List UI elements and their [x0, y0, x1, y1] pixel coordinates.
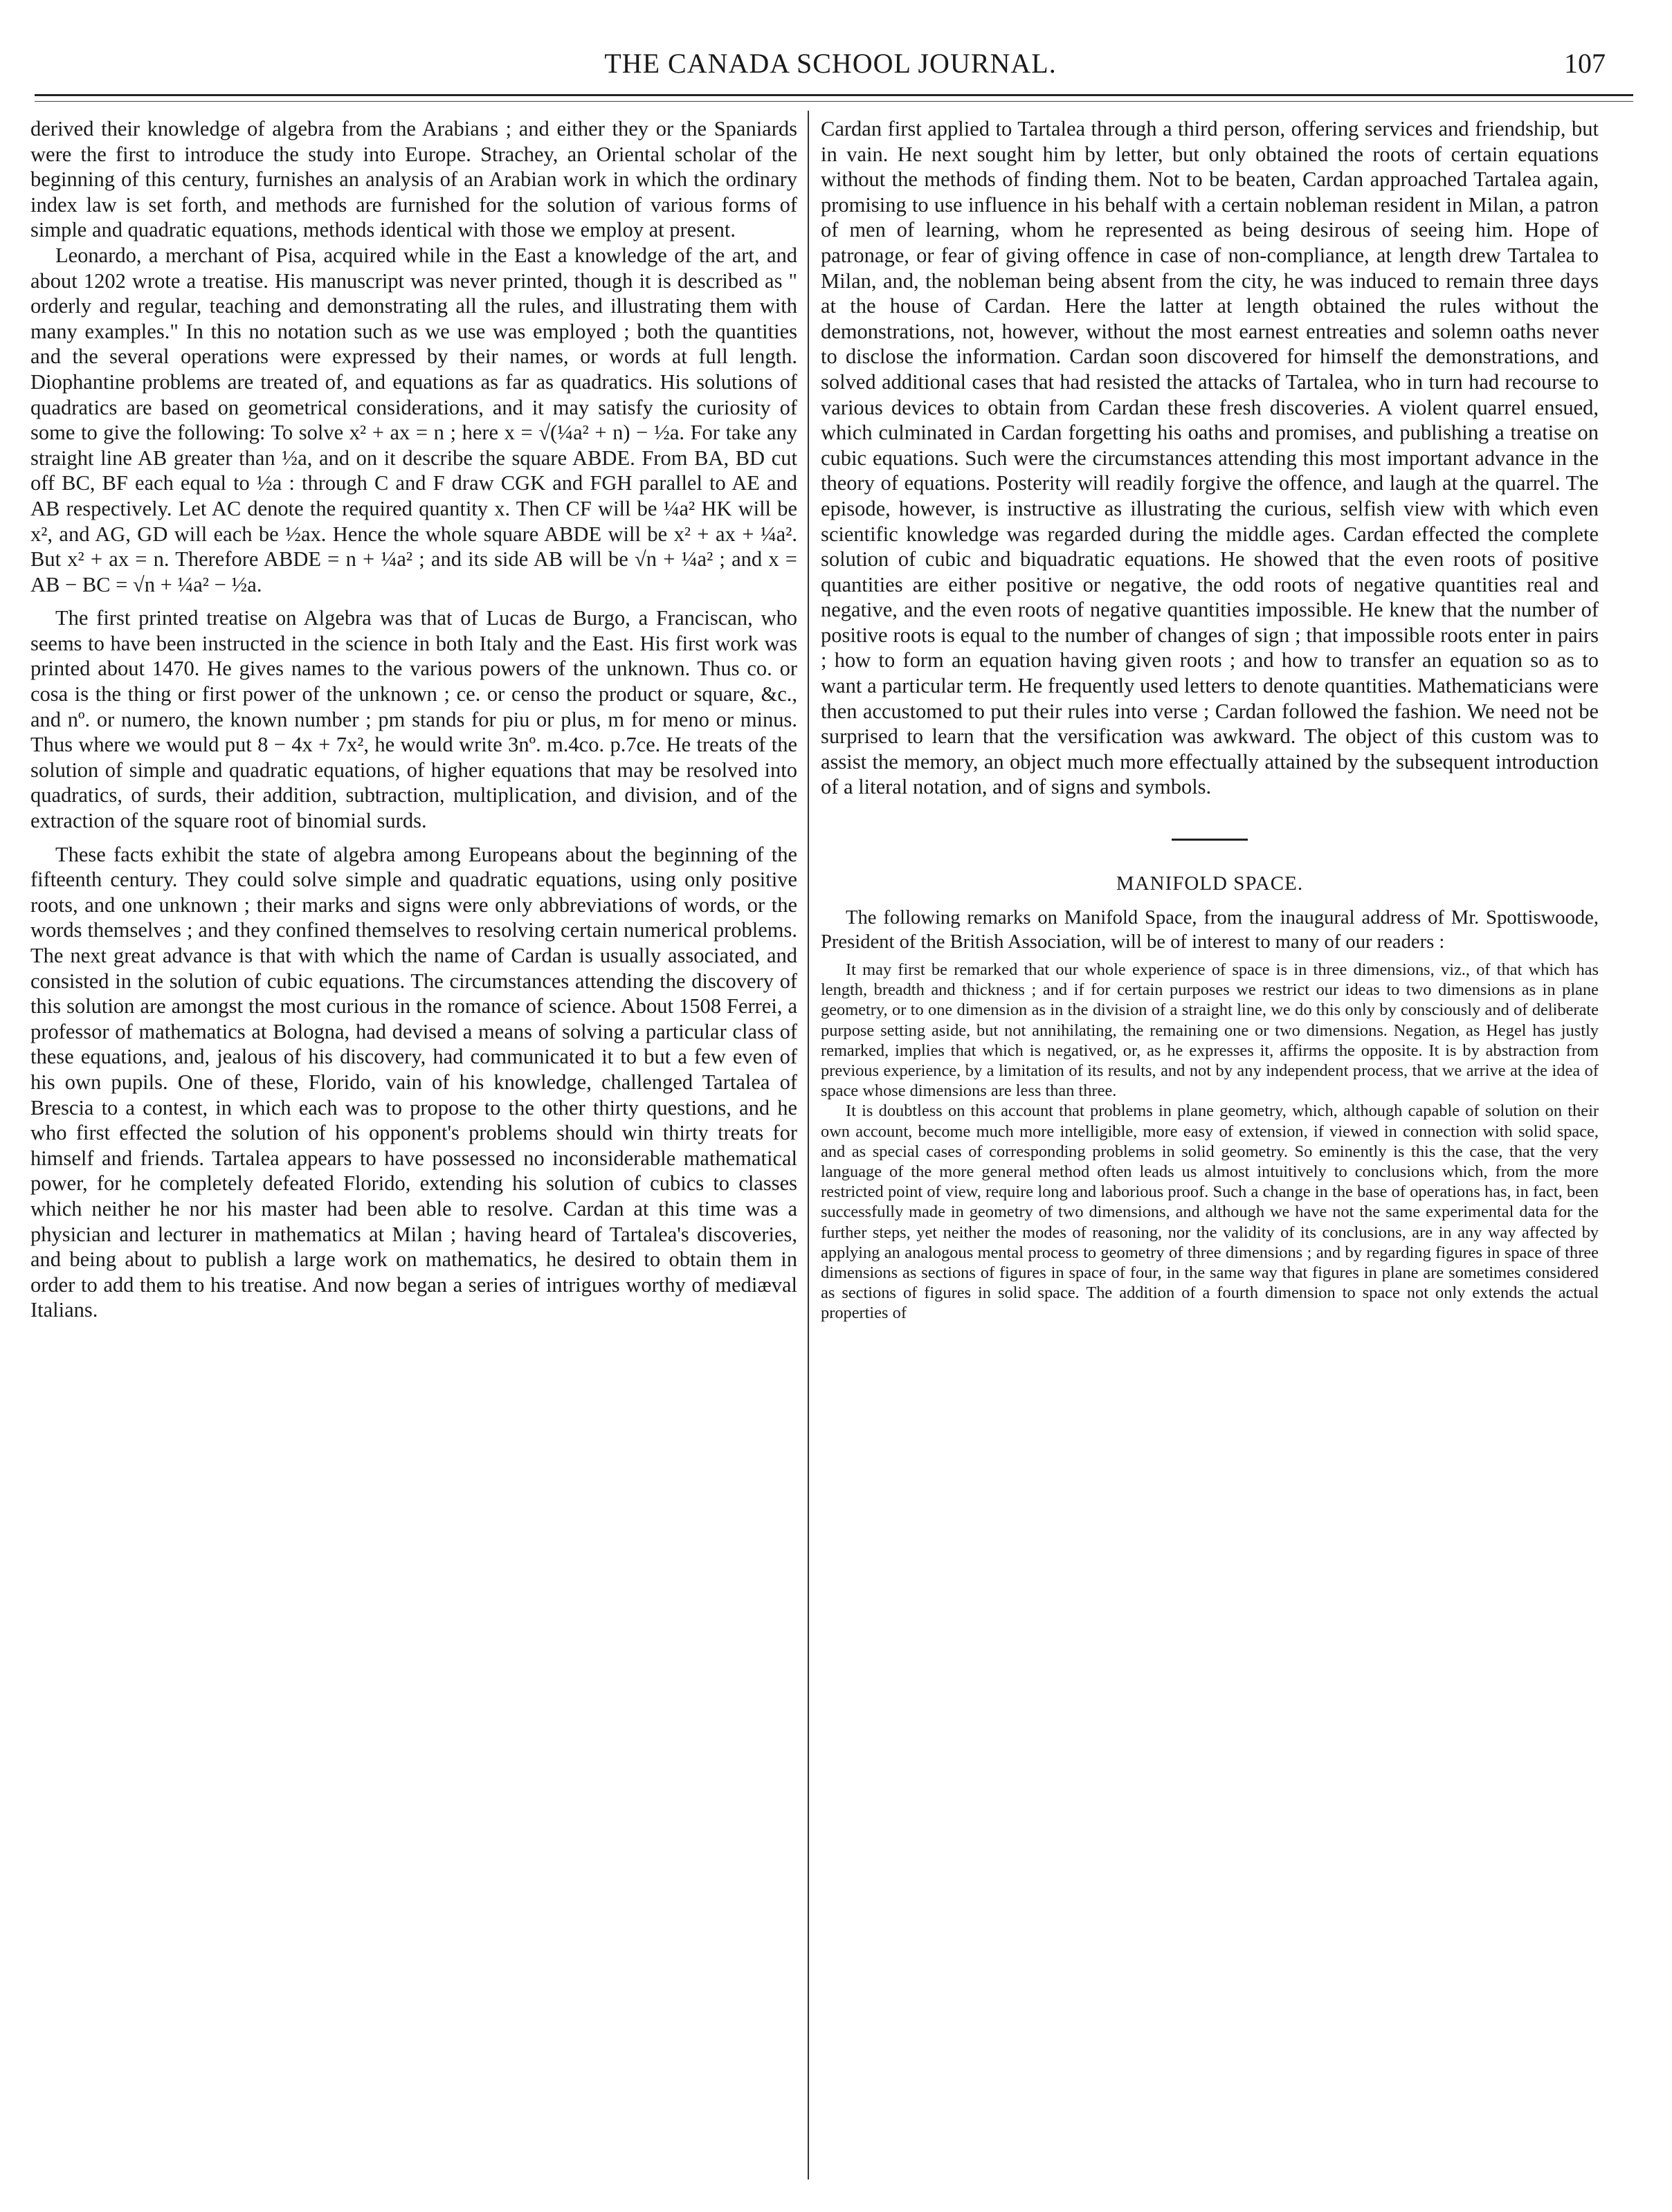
- paragraph: Leonardo, a merchant of Pisa, acquired while in the East a knowledge of the art, and about 1202 wrote a treatise. His manuscript was never printed, though it is described as " orderly and regular, teaching and demonstrating all the rules, and illustrating them with many examples." In this no notation such as we use was employed ; both the quantities and the several operations were expressed by their names, or words at full length. Diophantine problems are treated of, and equations as far as quadratics. His solutions of quadratics are based on geometrical considerations, and it may satisfy the curiosity of some to give the following: To solve x² + ax = n ; here x = √(¼a² + n) − ½a. For take any straight line AB greater than ½a, and on it describe the square ABDE. From BA, BD cut off BC, BF each equal to ½a : through C and F draw CGK and FGH parallel to AE and AB respectively. Let AC denote the required quantity x. Then CF will be ¼a² HK will be x², and AG, GD will each be ½ax. Hence the whole square ABDE will be x² + ax + ¼a². But x² + ax = n. Therefore ABDE = n + ¼a² ; and its side AB will be √n + ¼a² ; and x = AB − BC = √n + ¼a² − ½a.: [30, 243, 797, 596]
- journal-title: THE CANADA SCHOOL JOURNAL.: [604, 48, 1057, 79]
- paragraph: derived their knowledge of algebra from the Arabians ; and either they or the Spaniards were the first to introduce the study into Europe. Strachey, an Oriental scholar of the beginning of this century, furnishes an analysis of an Arabian work in which the ordinary index law is set forth, and methods are furnished for the solution of various forms of simple and quadratic equations, methods identical with those we employ at present.: [30, 117, 797, 242]
- quoted-paragraph: It may first be remarked that our whole experience of space is in three dimensions, viz., of that which has length, breadth and thickness ; and if for certain purposes we restrict our ideas to two dimensions as in plane geometry, or to one dimension as in the division of a straight line, we do this only by consciously and of deliberate purpose setting aside, but not annihilating, the remaining one or two dimensions. Negation, as Hegel has justly remarked, implies that which is negatived, or, as he expresses it, affirms the opposite. It is by abstraction from previous experience, by a limitation of its results, and not by any independent process, that we arrive at the idea of space whose dimensions are less than three.: [821, 960, 1599, 1101]
- paragraph: These facts exhibit the state of algebra among Europeans about the beginning of the fifteenth century. They could solve simple and quadratic equations, using only positive roots, and one unknown ; their marks and signs were only abbreviations of words, or the words themselves ; and they confined themselves to resolving certain numerical problems. The next great advance is that with which the name of Cardan is usually associated, and consisted in the solution of cubic equations. The circumstances attending the discovery of this solution are amongst the most curious in the romance of science. About 1508 Ferrei, a professor of mathematics at Bologna, had devised a means of solving a particular class of these equations, and, jealous of his discovery, had communicated it to but a few even of his own pupils. One of these, Florido, vain of his knowledge, challenged Tartalea of Brescia to a contest, in which each was to propose to the other thirty questions, and he who first effected the solution of his opponent's problems should win thirty treats for himself and friends. Tartalea appears to have possessed no inconsiderable mathematical power, for he completely defeated Florido, extending his solution of cubics to classes which neither he nor his master had been able to resolve. Cardan at this time was a physician and lecturer in mathematics at Milan ; having heard of Tartalea's discoveries, and being about to publish a large work on mathematics, he desired to obtain them in order to add them to his treatise. And now began a series of intrigues worthy of mediæval Italians.: [30, 842, 797, 1322]
- section-intro: The following remarks on Manifold Space, from the inaugural address of Mr. Spottiswoode, President of the British Association, will be of interest to many of our readers :: [821, 907, 1599, 953]
- paragraph: Cardan first applied to Tartalea through a third person, offering services and friendship, but in vain. He next sought him by letter, but only obtained the roots of certain equations without the methods of finding them. Not to be beaten, Cardan approached Tartalea again, promising to use influence in his behalf with a certain nobleman resident in Milan, a patron of men of learning, whom he represented as being desirous of seeing him. Hope of patronage, or fear of giving offence in case of non-compliance, at length drew Tartalea to Milan, and, the nobleman being absent from the city, he was induced to remain three days at the house of Cardan. Here the latter at length obtained the rules without the demonstrations, not, however, without the most earnest entreaties and solemn oaths never to disclose the information. Cardan soon discovered for himself the demonstrations, and solved additional cases that had resisted the attacks of Tartalea, who in turn had recourse to various devices to obtain from Cardan these fresh discoveries. A violent quarrel ensued, which culminated in Cardan forgetting his oaths and promises, and publishing a treatise on cubic equations. Such were the circumstances attending this most important advance in the theory of equations. Posterity will readily forgive the offence, and laugh at the quarrel. The episode, however, is instructive as illustrating the curious, selfish view with which even scientific knowledge was regarded during the middle ages. Cardan effected the complete solution of cubic and biquadratic equations. He showed that the even roots of positive quantities are either positive or negative, the odd roots of negative quantities real and negative, and the even roots of negative quantities impossible. He knew that the number of positive roots is equal to the number of changes of sign ; that impossible roots enter in pairs ; how to form an equation having given roots ; and how to transfer an equation so as to want a particular term. He frequently used letters to denote quantities. Mathematicians were then accustomed to put their rules into verse ; Cardan followed the fashion. We need not be surprised to learn that the versification was awkward. The object of this custom was to assist the memory, an object much more effectually attained by the subsequent introduction of a literal notation, and of signs and symbols.: [821, 117, 1599, 799]
- quoted-paragraph: It is doubtless on this account that problems in plane geometry, which, although capable of solution on their own account, become much more intelligible, more easy of extension, if viewed in connection with solid space, and as special cases of corresponding problems in solid geometry. So eminently is this the case, that the very language of the more general method often leads us almost intuitively to conclusions which, from the more restricted point of view, require long and laborious proof. Such a change in the base of operations has, in fact, been successfully made in geometry of two dimensions, and although we have not the same experimental data for the further steps, yet neither the modes of reasoning, nor the validity of its conclusions, are in any way affected by applying an analogous mental process to geometry of three dimensions ; and by regarding figures in space of three dimensions as sections of figures in space of four, in the same way that figures in plane are sometimes considered as sections of figures in solid space. The addition of a fourth dimension to space not only extends the actual properties of: [821, 1102, 1599, 1323]
- header-rule-thin: [35, 101, 1633, 102]
- section-divider: [1172, 839, 1248, 841]
- running-head: [55, 43, 1606, 84]
- column-divider: [808, 111, 809, 2179]
- header-rule: [35, 94, 1633, 96]
- section-title: MANIFOLD SPACE.: [1116, 872, 1304, 895]
- page-number: 107: [1564, 48, 1606, 79]
- right-column: [821, 116, 1599, 1324]
- left-column: [30, 116, 797, 1323]
- quoted-address: [821, 960, 1599, 1324]
- paragraph: The first printed treatise on Algebra was that of Lucas de Burgo, a Franciscan, who seems to have been instructed in the science in both Italy and the East. His first work was printed about 1470. He gives names to the various powers of the unknown. Thus co. or cosa is the thing or first power of the unknown ; ce. or censo the product or square, &c., and nº. or numero, the known number ; pm stands for piu or plus, m for meno or minus. Thus where we would put 8 − 4x + 7x², he would write 3nº. m.4co. p.7ce. He treats of the solution of simple and quadratic equations, of higher equations that may be resolved into quadratics, of surds, their addition, subtraction, multiplication, and division, and of the extraction of the square root of binomial surds.: [30, 606, 797, 833]
